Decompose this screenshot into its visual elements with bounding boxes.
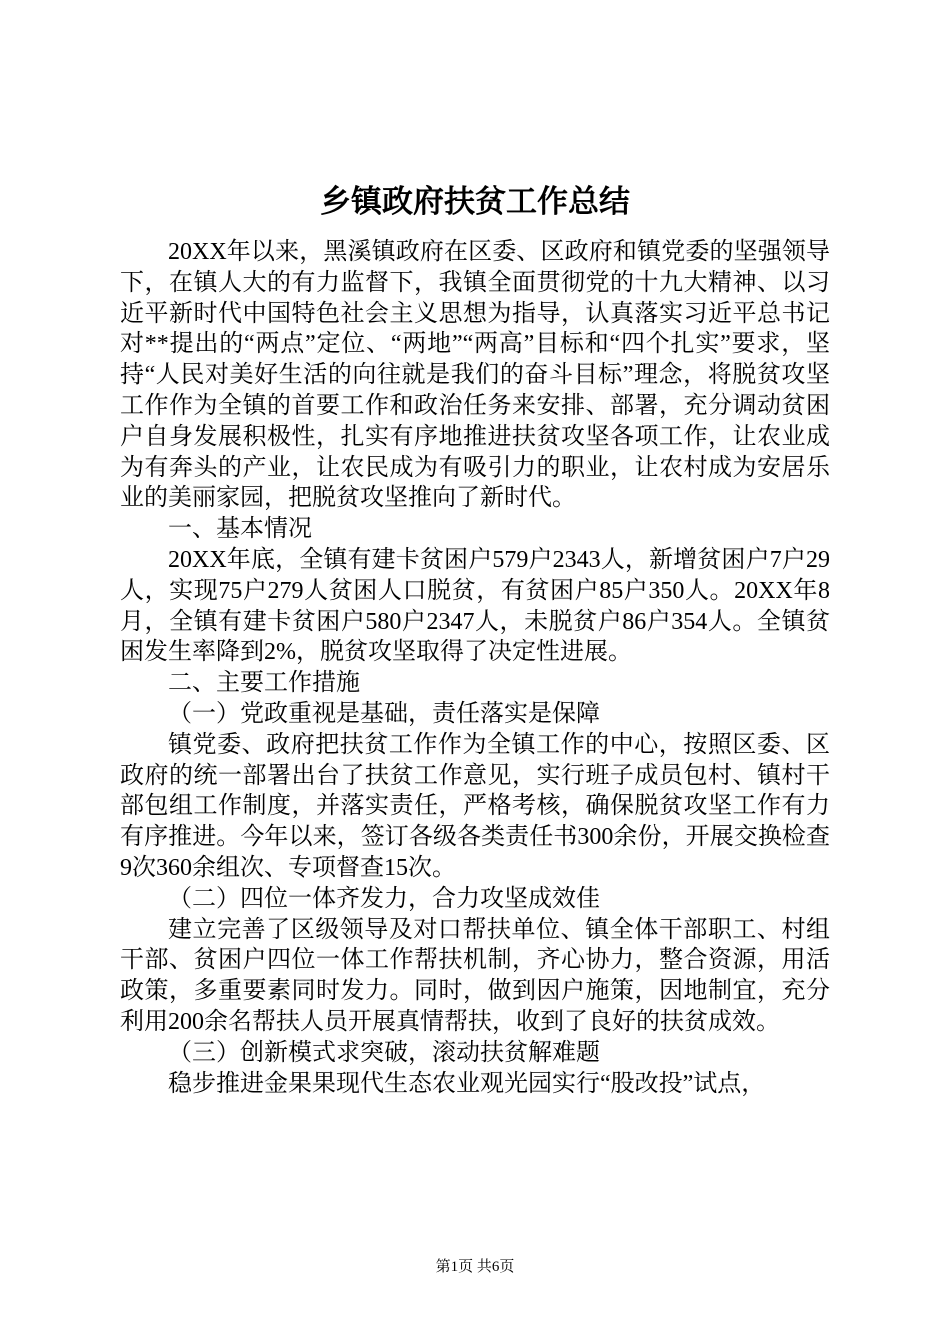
paragraph: 20XX年以来，黑溪镇政府在区委、区政府和镇党委的坚强领导下，在镇人大的有力监督下，我镇全面贯彻党的十九大精神、以习近平新时代中国特色社会主义思想为指导，认真落实习近平总书记对**提出的“两点”定位、“两地”“两高”目标和“四个扎实”要求，坚持“人民对美好生活的向往就是我们的奋斗目标”理念，将脱贫攻坚工作作为全镇的首要工作和政治任务来安排、部署，充分调动贫困户自身发展积极性，扎实有序地推进扶贫攻坚各项工作，让农业成为有奔头的产业，让农民成为有吸引力的职业，让农村成为安居乐业的美丽家园，把脱贫攻坚推向了新时代。 — [120, 239, 830, 512]
document-title: 乡镇政府扶贫工作总结 — [320, 184, 630, 219]
paragraph: （二）四位一体齐发力，合力攻坚成效佳 — [168, 885, 600, 912]
paragraph: 稳步推进金果果现代生态农业观光园实行“股改投”试点， — [168, 1070, 766, 1097]
paragraph: 二、主要工作措施 — [168, 670, 360, 697]
paragraph: （一）党政重视是基础，责任落实是保障 — [168, 700, 600, 727]
page-number: 第1页 共6页 — [435, 1259, 515, 1275]
paragraph: 一、基本情况 — [168, 516, 312, 543]
document-body — [120, 237, 830, 1099]
paragraph: 建立完善了区级领导及对口帮扶单位、镇全体干部职工、村组干部、贫困户四位一体工作帮扶机制，齐心协力，整合资源，用活政策，多重要素同时发力。同时，做到因户施策，因地制宜，充分利用200余名帮扶人员开展真情帮扶，收到了良好的扶贫成效。 — [120, 916, 830, 1035]
paragraph: 镇党委、政府把扶贫工作作为全镇工作的中心，按照区委、区政府的统一部署出台了扶贫工作意见，实行班子成员包村、镇村干部包组工作制度，并落实责任，严格考核，确保脱贫攻坚工作有力有序推进。今年以来，签订各级各类责任书300余份，开展交换检查9次360余组次、专项督查15次。 — [120, 731, 830, 881]
paragraph: （三）创新模式求突破，滚动扶贫解难题 — [168, 1039, 600, 1066]
paragraph: 20XX年底，全镇有建卡贫困户579户2343人，新增贫困户7户29人，实现75户279人贫困人口脱贫，有贫困户85户350人。20XX年8月，全镇有建卡贫困户580户2347人，未脱贫户86户354人。全镇贫困发生率降到2%，脱贫攻坚取得了决定性进展。 — [120, 546, 830, 666]
page-footer — [0, 1258, 950, 1276]
